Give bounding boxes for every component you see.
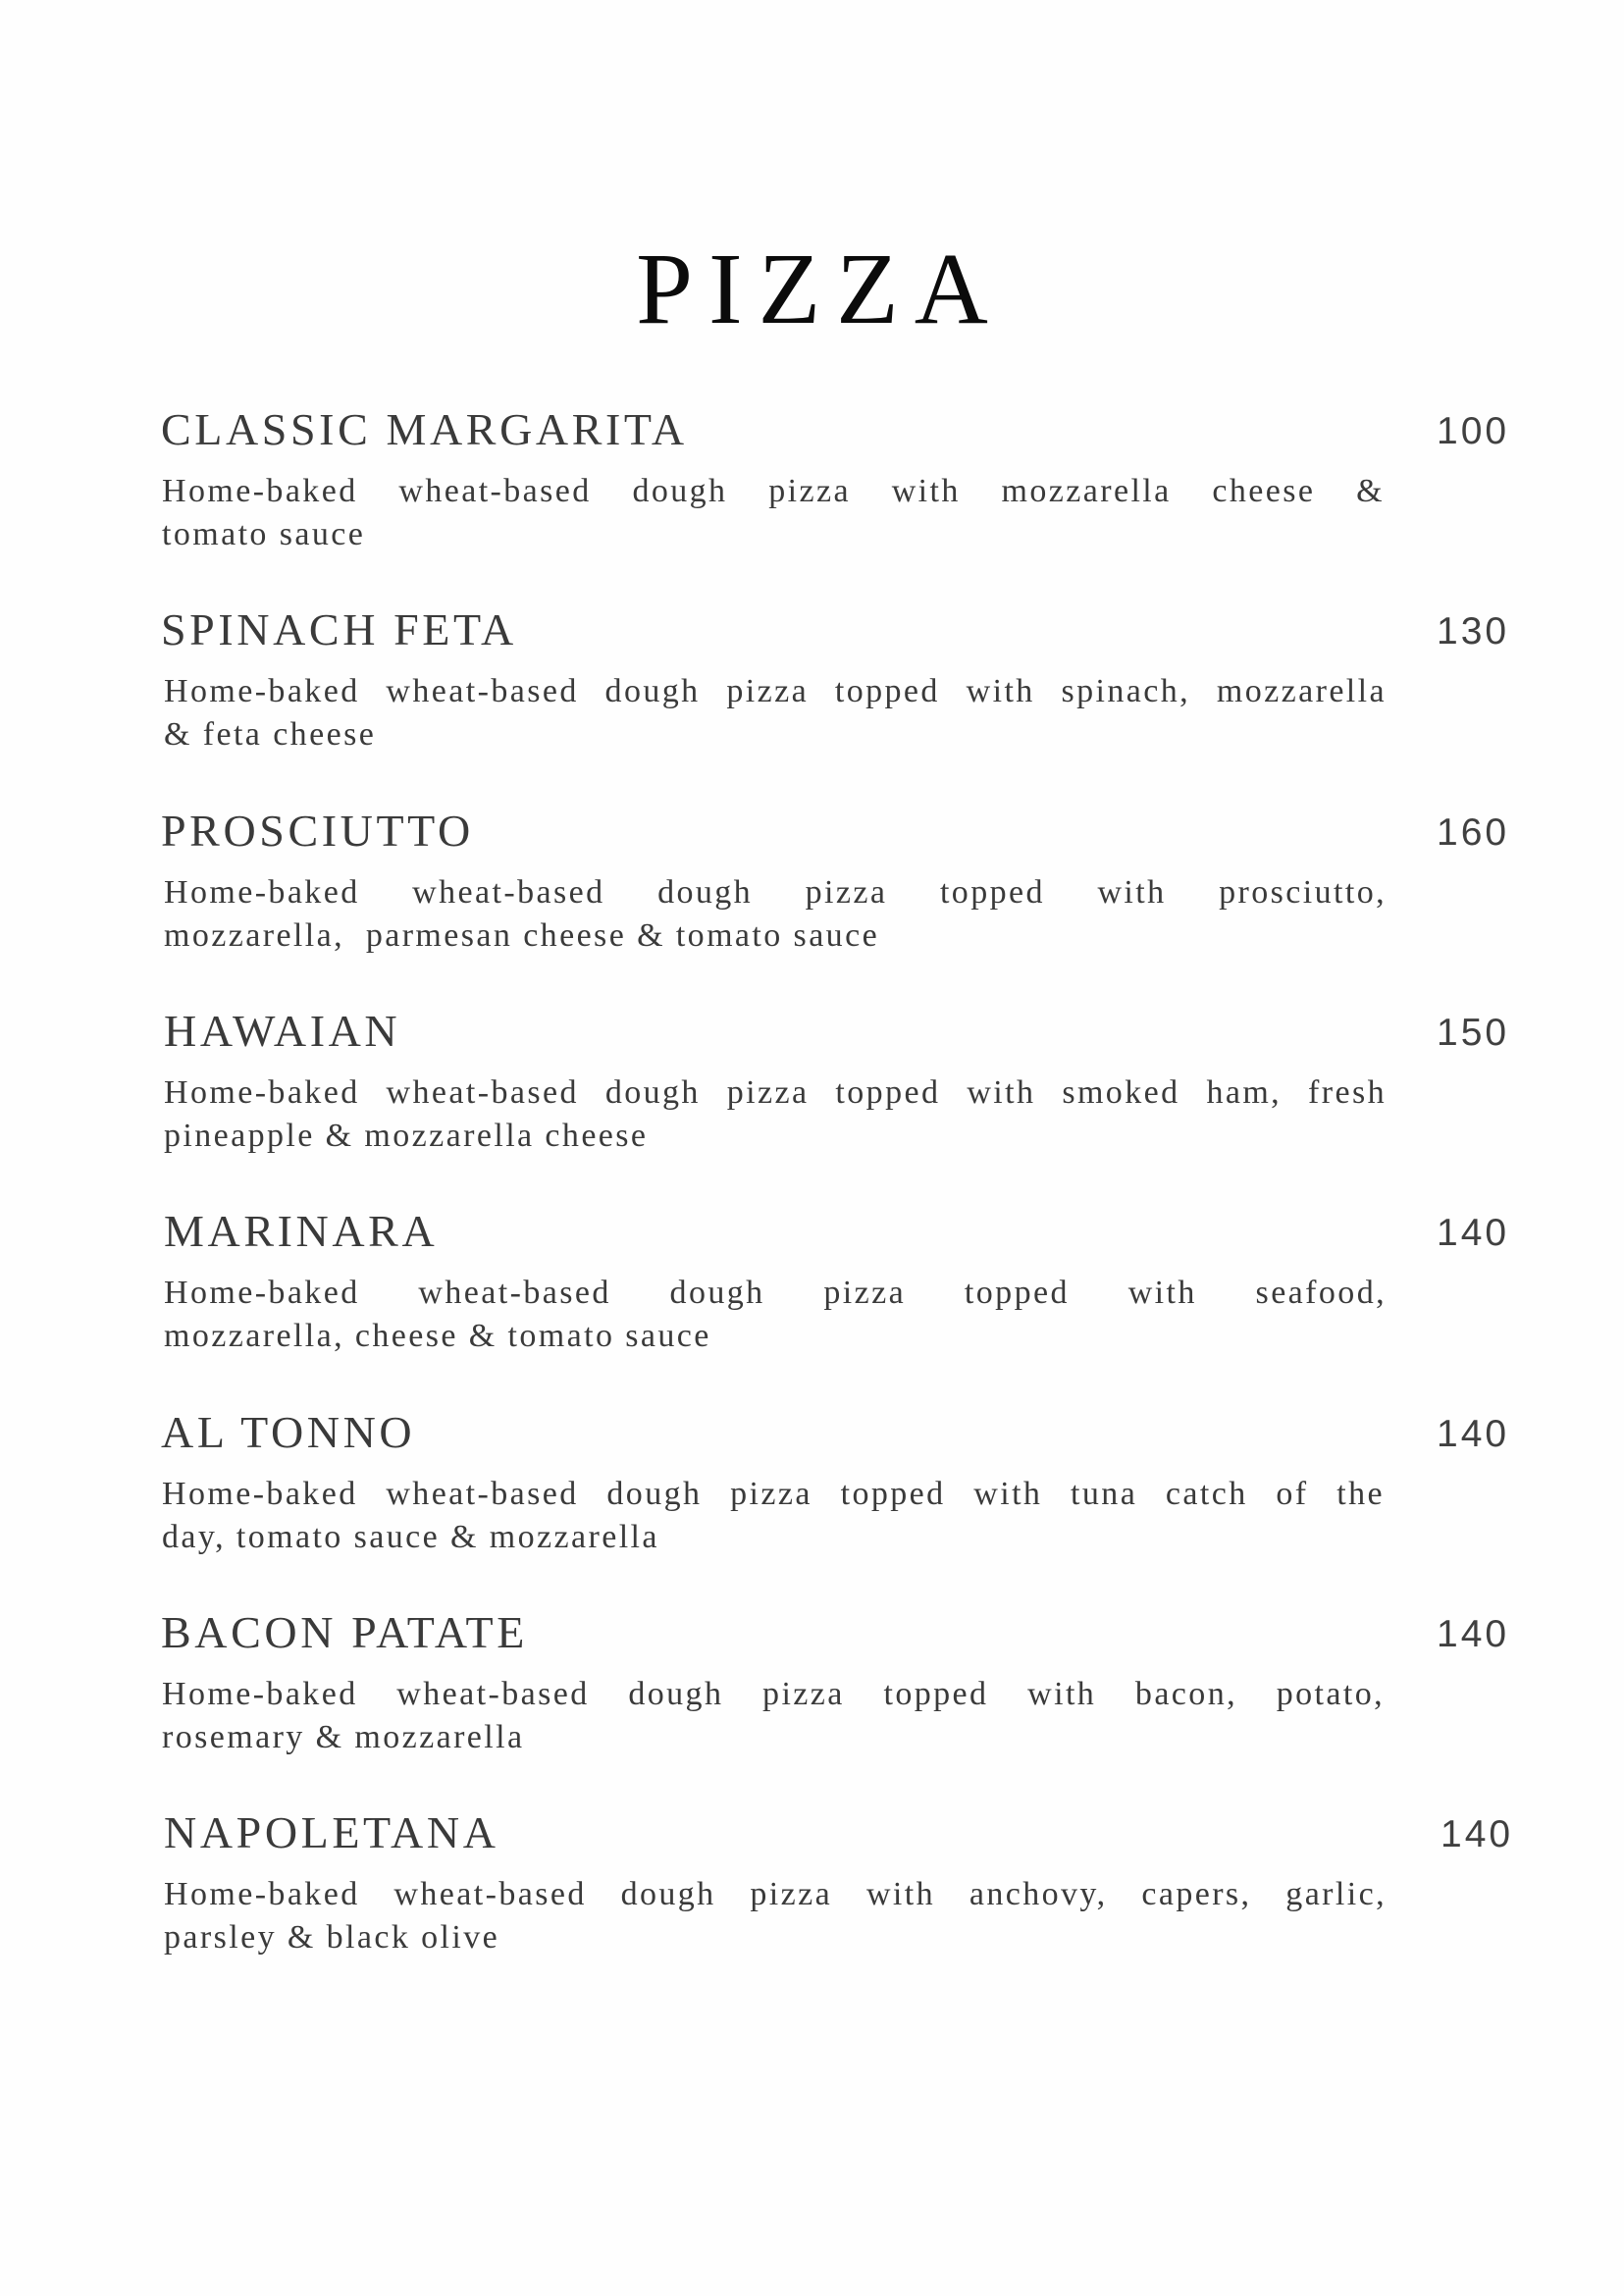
description-line: day, tomato sauce & mozzarella [162, 1519, 659, 1555]
item-description [162, 1673, 1385, 1759]
item-price: 130 [1437, 610, 1510, 652]
description-line: parsley & black olive [164, 1919, 500, 1956]
menu-item [0, 1408, 1624, 1608]
description-line: Home-baked wheat-based dough pizza topped with bacon, potato, [162, 1676, 1385, 1712]
item-description [164, 1071, 1387, 1158]
description-line: Home-baked wheat-based dough pizza topped with seafood, [164, 1275, 1387, 1311]
item-description [162, 470, 1385, 556]
item-name: AL TONNO [161, 1407, 416, 1457]
item-price: 140 [1437, 1212, 1510, 1254]
description-line: Home-baked wheat-based dough pizza topped with spinach, mozzarella [164, 673, 1387, 709]
item-price: 150 [1437, 1012, 1510, 1054]
item-price: 140 [1441, 1813, 1514, 1855]
description-line: Home-baked wheat-based dough pizza with anchovy, capers, garlic, [164, 1876, 1387, 1912]
menu-item [0, 1808, 1624, 2009]
description-line: tomato sauce [162, 516, 366, 552]
description-line: & feta cheese [164, 716, 377, 753]
description-line: Home-baked wheat-based dough pizza topped with smoked ham, fresh [164, 1074, 1387, 1111]
item-name: MARINARA [164, 1206, 439, 1256]
item-description [164, 670, 1387, 757]
menu-item [0, 605, 1624, 806]
menu-item [0, 807, 1624, 1007]
item-description [164, 1873, 1387, 1959]
description-line: mozzarella, cheese & tomato sauce [164, 1318, 711, 1354]
description-line: mozzarella, parmesan cheese & tomato sauce [164, 917, 880, 954]
menu-title: PIZZA [636, 232, 1004, 345]
menu-item [0, 1007, 1624, 1207]
item-description [162, 1473, 1385, 1559]
item-price: 100 [1437, 410, 1510, 452]
item-description [164, 871, 1387, 958]
item-name: NAPOLETANA [164, 1807, 499, 1857]
item-name: HAWAIAN [164, 1006, 401, 1056]
item-price: 140 [1437, 1613, 1510, 1655]
item-name: PROSCIUTTO [161, 806, 474, 856]
description-line: pineapple & mozzarella cheese [164, 1118, 649, 1154]
description-line: Home-baked wheat-based dough pizza topped with prosciutto, [164, 874, 1387, 911]
menu-item [0, 405, 1624, 605]
menu-item [0, 1608, 1624, 1808]
item-description [164, 1272, 1387, 1358]
menu-item [0, 1207, 1624, 1407]
item-name: CLASSIC MARGARITA [161, 404, 688, 454]
item-name: BACON PATATE [161, 1607, 528, 1657]
item-name: SPINACH FETA [161, 604, 517, 654]
item-price: 140 [1437, 1413, 1510, 1455]
description-line: rosemary & mozzarella [162, 1719, 525, 1755]
description-line: Home-baked wheat-based dough pizza with mozzarella cheese & [162, 473, 1385, 509]
description-line: Home-baked wheat-based dough pizza topped with tuna catch of the [162, 1476, 1385, 1512]
item-price: 160 [1437, 811, 1510, 854]
